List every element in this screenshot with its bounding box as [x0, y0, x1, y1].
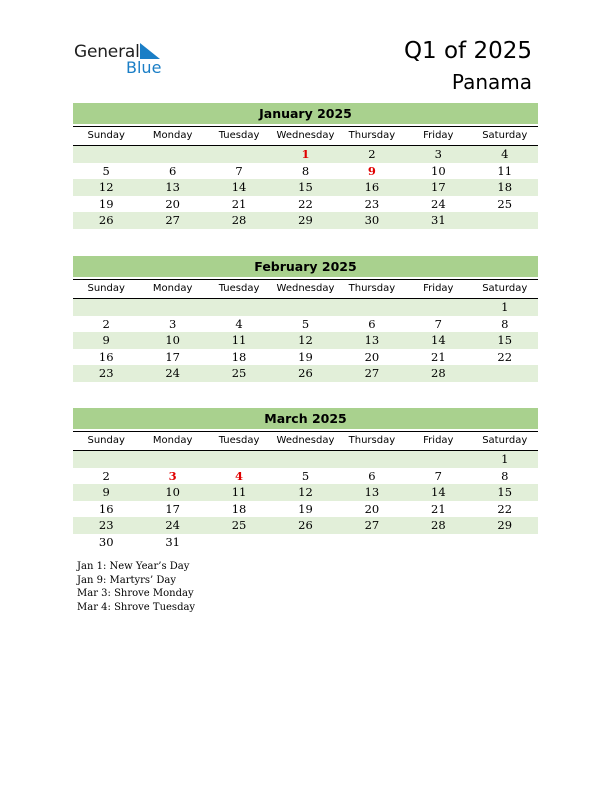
week-row	[73, 163, 538, 180]
week-row	[73, 179, 538, 196]
month-title: February 2025	[73, 256, 538, 277]
day-cell: 4	[501, 147, 509, 161]
weekday-header-row	[73, 126, 538, 146]
week-row	[73, 534, 538, 551]
day-cell: 9	[102, 333, 110, 347]
day-cell: 13	[364, 485, 380, 499]
day-cell	[405, 299, 471, 316]
weekday-label: Monday	[152, 435, 193, 446]
day-cell: 1	[501, 300, 509, 314]
day-cell: 19	[298, 349, 313, 364]
weekday-label: Wednesday	[276, 283, 335, 294]
day-cell	[339, 451, 405, 468]
day-cell: 7	[434, 468, 442, 483]
day-cell: 24	[431, 196, 446, 211]
holiday-note: Jan 1: New Year’s Day	[77, 561, 190, 572]
day-cell: 18	[231, 349, 247, 364]
day-cell	[272, 299, 338, 316]
day-cell: 16	[98, 501, 114, 516]
weekday-label: Monday	[152, 283, 193, 294]
day-cell	[339, 299, 405, 316]
day-cell: 12	[298, 333, 313, 347]
day-cell	[472, 212, 538, 229]
day-cell: 21	[431, 349, 446, 364]
weekday-label: Thursday	[348, 283, 396, 294]
day-cell	[405, 534, 471, 551]
day-cell: 10	[165, 485, 180, 499]
day-cell: 20	[364, 501, 380, 516]
day-cell: 2	[102, 316, 110, 331]
day-cell: 8	[501, 316, 509, 331]
day-cell: 13	[364, 333, 380, 347]
weekday-header-row	[73, 279, 538, 299]
day-cell: 27	[364, 518, 380, 532]
day-cell: 20	[364, 349, 380, 364]
day-cell: 17	[165, 349, 180, 364]
day-cell	[272, 534, 338, 551]
weekday-label: Sunday	[87, 130, 125, 141]
day-cell: 12	[98, 180, 114, 194]
page-title: Q1 of 2025	[403, 38, 532, 64]
day-cell: 26	[98, 213, 114, 227]
day-cell: 22	[497, 501, 513, 516]
day-cell	[272, 451, 338, 468]
day-cell: 17	[165, 501, 180, 516]
week-row	[73, 451, 538, 468]
day-cell: 15	[497, 485, 513, 499]
day-cell: 7	[235, 163, 243, 178]
day-cell: 2	[102, 468, 110, 483]
day-cell: 5	[102, 163, 110, 178]
holiday-day-cell: 9	[367, 163, 376, 178]
weekday-label: Wednesday	[276, 130, 335, 141]
weekday-label: Tuesday	[218, 435, 260, 446]
day-cell: 11	[231, 485, 247, 499]
day-cell: 24	[165, 366, 180, 380]
day-cell: 29	[298, 213, 313, 227]
day-cell: 3	[434, 147, 442, 161]
day-cell: 8	[301, 163, 310, 178]
day-cell: 6	[368, 468, 376, 483]
day-cell: 28	[231, 213, 247, 227]
week-row	[73, 365, 538, 382]
holiday-note: Mar 3: Shrove Monday	[77, 588, 194, 599]
day-cell: 21	[231, 196, 247, 211]
month-calendar	[73, 408, 538, 550]
day-cell	[139, 299, 205, 316]
day-cell: 8	[501, 468, 509, 483]
day-cell: 25	[231, 518, 247, 532]
day-cell	[139, 146, 205, 163]
day-cell: 19	[98, 196, 114, 211]
weekday-label: Sunday	[87, 435, 125, 446]
weekday-label: Tuesday	[218, 283, 260, 294]
day-cell: 6	[368, 316, 376, 331]
day-cell	[206, 534, 272, 551]
day-cell: 23	[98, 366, 114, 380]
day-cell: 15	[497, 333, 513, 347]
weekday-label: Saturday	[482, 283, 528, 294]
holiday-day-cell: 1	[301, 147, 310, 161]
day-cell: 29	[497, 518, 513, 532]
day-cell: 18	[231, 501, 247, 516]
month-calendar	[73, 103, 538, 229]
week-row	[73, 484, 538, 501]
week-row	[73, 332, 538, 349]
logo-triangle-icon	[140, 43, 162, 59]
day-cell: 21	[431, 501, 446, 516]
weekday-label: Sunday	[87, 283, 125, 294]
day-cell	[472, 534, 538, 551]
day-cell: 23	[364, 196, 380, 211]
day-cell: 26	[298, 518, 313, 532]
weekday-label: Friday	[423, 435, 454, 446]
day-cell: 22	[497, 349, 513, 364]
day-cell: 3	[168, 316, 177, 331]
week-row	[73, 501, 538, 518]
day-cell	[206, 451, 272, 468]
day-cell	[73, 146, 139, 163]
general-blue-logo	[74, 42, 174, 78]
day-cell: 10	[431, 163, 446, 178]
day-cell: 28	[431, 366, 446, 380]
weekday-label: Monday	[152, 130, 193, 141]
holiday-note: Jan 9: Martyrs’ Day	[77, 574, 177, 586]
day-cell: 11	[231, 333, 247, 347]
day-cell: 31	[431, 213, 446, 227]
weekday-label: Friday	[423, 283, 454, 294]
weekday-label: Thursday	[348, 435, 396, 446]
weekday-label: Tuesday	[218, 130, 260, 141]
weekday-label: Saturday	[482, 130, 528, 141]
week-row	[73, 316, 538, 333]
day-cell: 25	[231, 366, 247, 380]
day-cell: 20	[165, 196, 180, 211]
holiday-note: Mar 4: Shrove Tuesday	[77, 601, 196, 613]
day-cell: 6	[168, 163, 177, 178]
day-cell: 22	[298, 196, 313, 211]
day-cell: 23	[98, 518, 114, 532]
day-cell: 17	[431, 180, 446, 194]
day-cell: 11	[497, 163, 513, 178]
day-cell	[73, 451, 139, 468]
day-cell: 18	[497, 180, 513, 194]
week-row	[73, 212, 538, 229]
logo-text-blue: Blue	[126, 58, 162, 77]
day-cell: 10	[165, 333, 180, 347]
day-cell: 27	[165, 213, 180, 227]
day-cell: 14	[431, 485, 446, 499]
day-cell: 24	[165, 518, 180, 532]
weekday-label: Thursday	[348, 130, 396, 141]
day-cell: 16	[364, 180, 380, 194]
country-name: Panama	[451, 70, 532, 94]
day-cell: 4	[235, 316, 243, 331]
day-cell	[73, 299, 139, 316]
month-title: March 2025	[73, 408, 538, 429]
day-cell	[339, 534, 405, 551]
day-cell: 1	[501, 452, 509, 466]
week-row	[73, 517, 538, 534]
month-title: January 2025	[73, 103, 538, 124]
day-cell: 26	[298, 366, 313, 380]
day-cell: 16	[98, 349, 114, 364]
holiday-day-cell: 4	[235, 468, 244, 483]
day-cell	[139, 451, 205, 468]
month-calendar	[73, 256, 538, 382]
day-cell: 14	[431, 333, 446, 347]
day-cell: 30	[98, 534, 114, 549]
weekday-header-row	[73, 431, 538, 451]
day-cell: 19	[298, 501, 313, 516]
day-cell	[206, 299, 272, 316]
holiday-notes	[77, 560, 195, 614]
day-cell	[206, 146, 272, 163]
day-cell: 5	[301, 316, 310, 331]
day-cell: 7	[434, 316, 442, 331]
day-cell: 25	[497, 196, 513, 211]
day-cell: 31	[165, 534, 180, 549]
day-cell: 15	[298, 180, 313, 194]
day-cell	[405, 451, 471, 468]
logo-text-general: General	[74, 42, 140, 62]
week-row	[73, 146, 538, 163]
day-cell: 30	[364, 213, 380, 227]
day-cell: 9	[102, 485, 110, 499]
week-row	[73, 299, 538, 316]
week-row	[73, 196, 538, 213]
weekday-label: Wednesday	[276, 435, 335, 446]
day-cell: 12	[298, 485, 313, 499]
day-cell: 14	[231, 180, 247, 194]
day-cell: 2	[368, 147, 376, 161]
week-row	[73, 349, 538, 366]
weekday-label: Saturday	[482, 435, 528, 446]
day-cell: 28	[431, 518, 446, 532]
day-cell: 27	[364, 366, 380, 380]
weekday-label: Friday	[423, 130, 454, 141]
day-cell: 5	[301, 468, 310, 483]
week-row	[73, 468, 538, 485]
day-cell: 13	[165, 180, 180, 194]
holiday-day-cell: 3	[168, 468, 177, 483]
day-cell	[472, 365, 538, 382]
